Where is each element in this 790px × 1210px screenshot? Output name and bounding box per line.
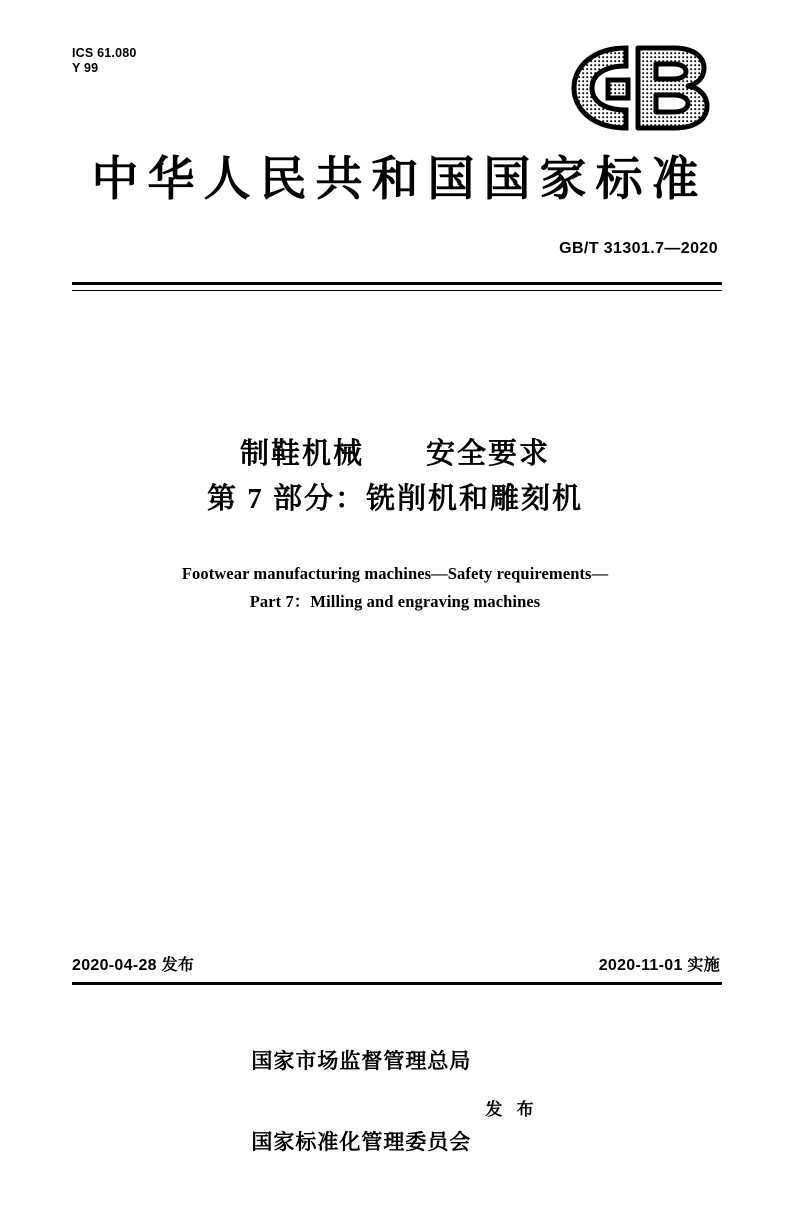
standard-number: GB/T 31301.7—2020 — [559, 240, 718, 257]
publisher-block — [0, 994, 790, 1210]
ics-code: ICS 61.080 — [72, 46, 137, 60]
publisher-line-2: 国家标准化管理委员会 — [251, 1130, 472, 1154]
document-title-english — [0, 560, 790, 616]
document-title-chinese-line2: 第 7 部分：铣削机和雕刻机 — [206, 483, 583, 515]
document-title-chinese — [0, 432, 790, 522]
footer-rule — [72, 982, 722, 985]
gb-emblem-icon — [554, 40, 724, 136]
publisher-verb: 发 布 — [485, 1099, 539, 1119]
implementation-date: 2020-11-01 实施 — [598, 957, 720, 974]
header-rule-thin — [72, 290, 722, 291]
publisher-line-1: 国家市场监督管理总局 — [251, 1049, 472, 1073]
document-title-english-line2: Part 7：Milling and engraving machines — [249, 592, 541, 611]
header-rule-thick — [72, 282, 722, 285]
issue-date: 2020-04-28 发布 — [72, 957, 195, 974]
ics-classification-block — [72, 46, 137, 76]
publisher-names — [251, 994, 471, 1210]
document-title-english-line1: Footwear manufacturing machines—Safety requirements— — [181, 564, 609, 583]
document-title-chinese-line1: 制鞋机械 安全要求 — [239, 438, 550, 470]
national-standard-title: 中华人民共和国国家标准 — [91, 154, 708, 206]
classification-code: Y 99 — [72, 61, 99, 75]
